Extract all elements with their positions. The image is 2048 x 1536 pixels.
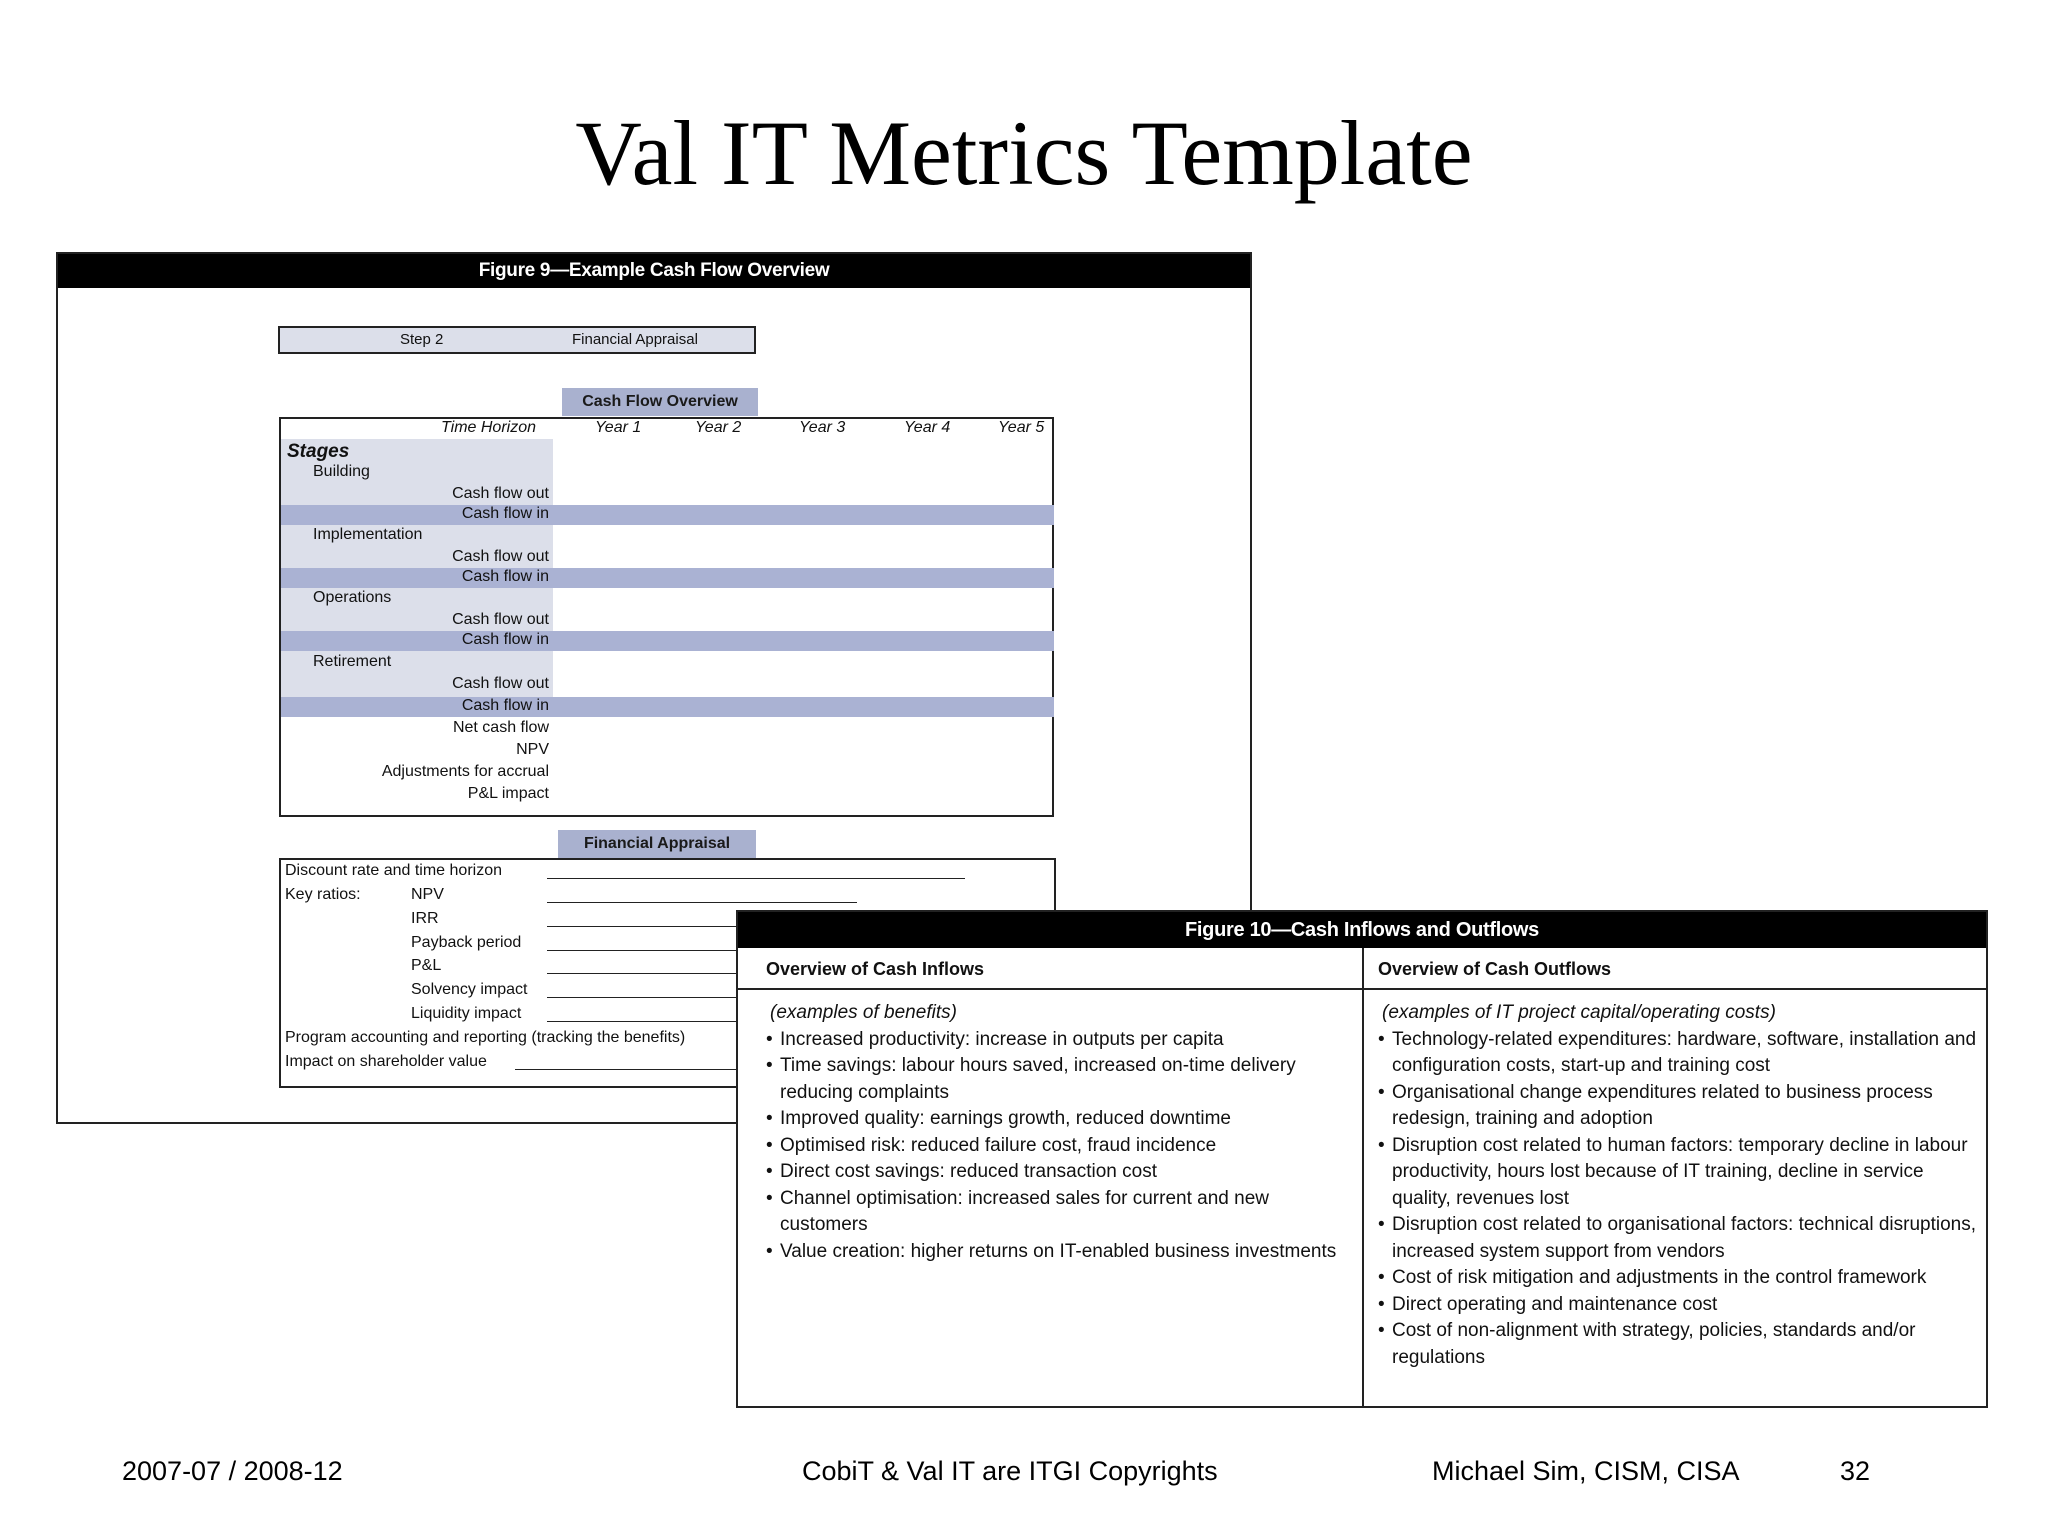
financial-appraisal-label: Financial Appraisal — [558, 830, 756, 858]
stage-building: Building — [313, 463, 370, 480]
discount-rate-line — [547, 878, 965, 879]
step-value: Financial Appraisal — [572, 331, 698, 348]
ratio-npv-line — [547, 902, 857, 903]
ratio-liquidity: Liquidity impact — [411, 1005, 522, 1022]
cash-flow-table — [279, 417, 1054, 817]
ratio-irr: IRR — [411, 910, 439, 927]
list-item: • Direct operating and maintenance cost — [1378, 1292, 1978, 1319]
operations-cash-out: Cash flow out — [452, 611, 549, 628]
year-1-header: Year 1 — [595, 419, 642, 436]
figure-9-heading: Figure 9—Example Cash Flow Overview — [58, 254, 1250, 288]
inflows-header: Overview of Cash Inflows — [738, 948, 1364, 990]
ratio-solvency: Solvency impact — [411, 981, 528, 998]
step-label: Step 2 — [400, 331, 444, 348]
year-5-header: Year 5 — [998, 419, 1045, 436]
year-2-header: Year 2 — [695, 419, 742, 436]
program-accounting-label: Program accounting and reporting (tracking the benefits) — [285, 1029, 686, 1046]
operations-cash-in: Cash flow in — [281, 631, 1054, 651]
figure-10-heading: Figure 10—Cash Inflows and Outflows — [738, 912, 1986, 948]
year-3-header: Year 3 — [799, 419, 846, 436]
ratio-payback: Payback period — [411, 934, 522, 951]
implementation-cash-out: Cash flow out — [452, 548, 549, 565]
building-cash-in: Cash flow in — [281, 505, 1054, 525]
footer-author: Michael Sim, CISM, CISA — [1432, 1456, 1740, 1486]
cash-flow-overview-label: Cash Flow Overview — [562, 388, 758, 416]
list-item: • Cost of risk mitigation and adjustments in the control framework — [1378, 1265, 1978, 1292]
stage-operations: Operations — [313, 589, 392, 606]
list-item: • Disruption cost related to human factors: temporary decline in labour productivity, hours lost because of IT training, decline in service quality, revenues lost — [1378, 1133, 1978, 1213]
ratio-liquidity-line — [547, 1021, 767, 1022]
retirement-cash-out: Cash flow out — [452, 675, 549, 692]
footer-date: 2007-07 / 2008-12 — [122, 1456, 343, 1486]
step-box — [278, 326, 756, 354]
npv-row: NPV — [516, 741, 549, 758]
list-item: • Organisational change expenditures related to business process redesign, training and adoption — [1378, 1080, 1978, 1133]
key-ratios-label: Key ratios: — [285, 886, 361, 903]
list-item: • Improved quality: earnings growth, reduced downtime — [766, 1106, 1352, 1133]
stage-implementation: Implementation — [313, 526, 423, 543]
shareholder-value-line — [515, 1069, 765, 1070]
building-cash-out: Cash flow out — [452, 485, 549, 502]
stage-retirement: Retirement — [313, 653, 392, 670]
list-item: • Optimised risk: reduced failure cost, fraud incidence — [766, 1133, 1352, 1160]
figure-10-cash-inflows-outflows — [736, 910, 1988, 1408]
list-item: • Value creation: higher returns on IT-enabled business investments — [766, 1239, 1352, 1266]
slide-title: Val IT Metrics Template — [575, 102, 1473, 204]
list-item: • Cost of non-alignment with strategy, policies, standards and/or regulations — [1378, 1318, 1978, 1371]
inflows-subtitle: (examples of benefits) — [770, 1002, 957, 1023]
retirement-cash-in: Cash flow in — [281, 697, 1054, 717]
footer-copyright: CobiT & Val IT are ITGI Copyrights — [802, 1456, 1218, 1486]
net-cash-flow-row: Net cash flow — [452, 719, 549, 736]
outflows-subtitle: (examples of IT project capital/operating costs) — [1382, 1002, 1776, 1023]
ratio-npv: NPV — [411, 886, 444, 903]
shareholder-value-label: Impact on shareholder value — [285, 1053, 487, 1070]
inflows-list — [766, 1027, 1352, 1266]
inflows-body — [766, 1000, 1352, 1265]
year-4-header: Year 4 — [904, 419, 951, 436]
list-item: • Increased productivity: increase in outputs per capita — [766, 1027, 1352, 1054]
outflows-header: Overview of Cash Outflows — [1362, 948, 1986, 990]
ratio-solvency-line — [547, 997, 767, 998]
ratio-pl: P&L — [411, 957, 442, 974]
discount-rate-label: Discount rate and time horizon — [285, 862, 502, 879]
list-item: • Channel optimisation: increased sales for current and new customers — [766, 1186, 1352, 1239]
stages-title: Stages — [287, 441, 350, 462]
ratio-payback-line — [547, 950, 767, 951]
implementation-cash-in: Cash flow in — [281, 568, 1054, 588]
ratio-irr-line — [547, 926, 767, 927]
outflows-list — [1378, 1027, 1978, 1372]
list-item: • Technology-related expenditures: hardware, software, installation and configuration costs, start-up and training cost — [1378, 1027, 1978, 1080]
time-horizon-header: Time Horizon — [441, 419, 536, 436]
list-item: • Disruption cost related to organisational factors: technical disruptions, increased system support from vendors — [1378, 1212, 1978, 1265]
outflows-body — [1378, 1000, 1978, 1371]
list-item: • Direct cost savings: reduced transaction cost — [766, 1159, 1352, 1186]
ratio-pl-line — [547, 973, 767, 974]
pl-impact-row: P&L impact — [467, 785, 549, 802]
footer-page-number: 32 — [1840, 1456, 1871, 1486]
adjustments-row: Adjustments for accrual — [381, 763, 549, 780]
column-divider — [1362, 948, 1364, 1408]
list-item: • Time savings: labour hours saved, increased on-time delivery reducing complaints — [766, 1053, 1352, 1106]
